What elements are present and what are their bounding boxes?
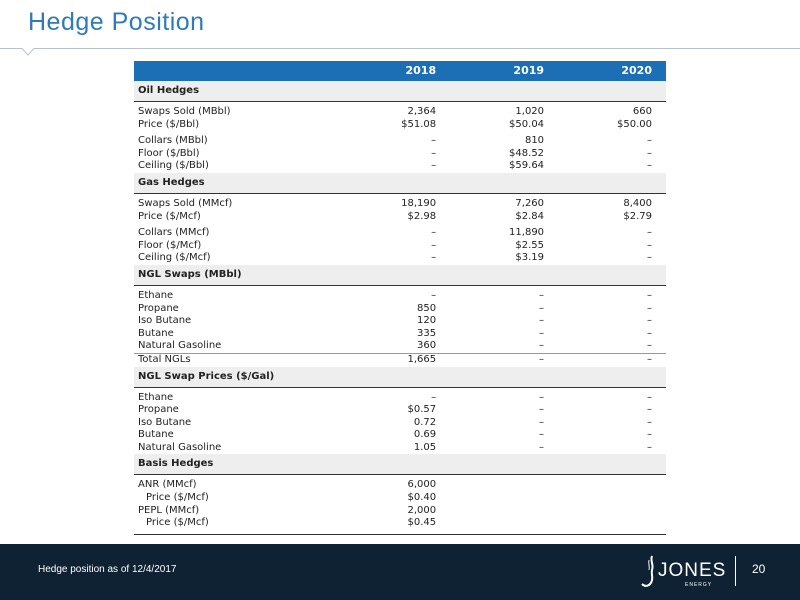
footer-bar bbox=[0, 544, 800, 600]
row-value: – bbox=[539, 391, 545, 403]
section-title: NGL Swaps (MBbl) bbox=[134, 265, 666, 286]
row-value: – bbox=[647, 302, 652, 314]
total-row bbox=[134, 353, 666, 366]
row-label: Floor ($/Mcf) bbox=[138, 239, 202, 251]
row-value bbox=[558, 492, 666, 505]
row-value: – bbox=[539, 416, 545, 428]
row-value: – bbox=[647, 289, 652, 301]
row-value: – bbox=[539, 404, 545, 416]
row-value: – bbox=[647, 239, 652, 251]
section-header-row bbox=[134, 81, 666, 102]
logo-subtext: ENERGY bbox=[685, 582, 713, 588]
row-value: – bbox=[539, 327, 545, 339]
total-label: Total NGLs bbox=[134, 353, 342, 366]
row-label: Ethane bbox=[138, 391, 174, 403]
row-label: Natural Gasoline bbox=[138, 441, 222, 453]
table-row bbox=[134, 240, 666, 253]
row-label: Iso Butane bbox=[138, 416, 192, 428]
row-value: – bbox=[647, 160, 652, 172]
row-label: Price ($/Bbl) bbox=[138, 118, 200, 130]
hedge-table bbox=[134, 61, 666, 535]
row-value: – bbox=[431, 289, 437, 301]
row-label: PEPL (MMcf) bbox=[138, 504, 200, 516]
section-title: Basis Hedges bbox=[134, 454, 666, 475]
row-value: – bbox=[647, 135, 652, 147]
row-label: Price ($/Mcf) bbox=[146, 492, 209, 504]
row-label: Ethane bbox=[138, 289, 174, 301]
row-value: – bbox=[431, 227, 437, 239]
row-value: $50.04 bbox=[509, 118, 545, 130]
footer-note: Hedge position as of 12/4/2017 bbox=[38, 564, 177, 575]
row-value: 335 bbox=[417, 327, 437, 339]
row-label: Propane bbox=[138, 404, 179, 416]
row-value: 7,260 bbox=[515, 197, 545, 209]
row-value: $51.08 bbox=[401, 118, 437, 130]
row-value: – bbox=[647, 147, 652, 159]
company-logo bbox=[640, 552, 730, 592]
row-value: 660 bbox=[632, 106, 652, 117]
table-row bbox=[134, 505, 666, 518]
row-label: Swaps Sold (MMcf) bbox=[138, 197, 233, 209]
row-value: 810 bbox=[524, 135, 545, 147]
row-value: – bbox=[647, 404, 652, 416]
row-value: 11,890 bbox=[509, 227, 545, 239]
page-title: Hedge Position bbox=[28, 8, 205, 36]
row-value: $50.00 bbox=[617, 118, 652, 130]
year-header: 2019 bbox=[450, 61, 558, 81]
row-value: 6,000 bbox=[407, 479, 437, 491]
row-value: 120 bbox=[417, 315, 437, 327]
table-row bbox=[134, 517, 666, 530]
row-label: Swaps Sold (MBbl) bbox=[138, 106, 231, 117]
table-row bbox=[134, 392, 666, 405]
row-value: $0.45 bbox=[407, 517, 437, 529]
section-header-row bbox=[134, 173, 666, 194]
row-value: 1.05 bbox=[413, 441, 437, 453]
table-header-row bbox=[134, 61, 666, 81]
row-value: – bbox=[539, 315, 545, 327]
row-value: $2.84 bbox=[515, 210, 545, 222]
table-row bbox=[134, 429, 666, 442]
table-row bbox=[134, 198, 666, 211]
page-number: 20 bbox=[752, 562, 766, 576]
row-value: – bbox=[647, 227, 652, 239]
row-value: $59.64 bbox=[509, 160, 545, 172]
row-value: – bbox=[431, 160, 437, 172]
row-value: – bbox=[647, 441, 652, 453]
row-value: – bbox=[647, 391, 652, 403]
table-row bbox=[134, 328, 666, 341]
row-label: Collars (MBbl) bbox=[138, 135, 208, 147]
row-value: $2.55 bbox=[515, 239, 545, 251]
row-value: – bbox=[539, 302, 545, 314]
row-label: Ceiling ($/Mcf) bbox=[138, 252, 211, 264]
total-value: – bbox=[558, 353, 666, 366]
row-value: 0.69 bbox=[413, 429, 437, 441]
row-label: Floor ($/Bbl) bbox=[138, 147, 200, 159]
row-label: Price ($/Mcf) bbox=[146, 517, 209, 529]
row-value: – bbox=[431, 147, 437, 159]
row-value: 8,400 bbox=[623, 197, 652, 209]
row-label: Butane bbox=[138, 327, 174, 339]
row-label: Butane bbox=[138, 429, 174, 441]
table-row bbox=[134, 340, 666, 353]
section-header-row bbox=[134, 265, 666, 286]
table-row bbox=[134, 492, 666, 505]
row-value: – bbox=[647, 327, 652, 339]
row-label: Price ($/Mcf) bbox=[138, 210, 201, 222]
year-header: 2018 bbox=[342, 61, 450, 81]
table-row bbox=[134, 106, 666, 119]
table-row bbox=[134, 119, 666, 132]
row-value: – bbox=[647, 429, 652, 441]
table-row bbox=[134, 135, 666, 148]
row-value: $2.98 bbox=[407, 210, 437, 222]
row-label: ANR (MMcf) bbox=[138, 479, 197, 491]
row-value: – bbox=[539, 429, 545, 441]
row-value: $2.79 bbox=[623, 210, 652, 222]
row-value bbox=[558, 517, 666, 530]
row-value: 2,364 bbox=[407, 106, 437, 117]
row-value bbox=[450, 505, 558, 518]
row-label: Collars (MMcf) bbox=[138, 227, 210, 239]
row-value bbox=[558, 479, 666, 492]
row-value bbox=[450, 492, 558, 505]
row-value: 850 bbox=[417, 302, 437, 314]
total-value: 1,665 bbox=[342, 353, 450, 366]
title-divider bbox=[0, 48, 800, 58]
total-value: – bbox=[450, 353, 558, 366]
row-value: 2,000 bbox=[407, 504, 437, 516]
row-value: – bbox=[431, 252, 437, 264]
table-row bbox=[134, 290, 666, 303]
table-row bbox=[134, 303, 666, 316]
table-row bbox=[134, 442, 666, 455]
row-value: 1,020 bbox=[515, 106, 545, 117]
section-title: Oil Hedges bbox=[134, 81, 666, 102]
row-value: 0.72 bbox=[413, 416, 437, 428]
table-end-row bbox=[134, 530, 666, 535]
table-row bbox=[134, 479, 666, 492]
row-value: – bbox=[431, 391, 437, 403]
table-row bbox=[134, 417, 666, 430]
footer-divider bbox=[735, 556, 736, 586]
table-row bbox=[134, 404, 666, 417]
table-row bbox=[134, 211, 666, 224]
table-row bbox=[134, 315, 666, 328]
year-header: 2020 bbox=[558, 61, 666, 81]
row-value: 18,190 bbox=[401, 197, 437, 209]
row-value bbox=[450, 479, 558, 492]
table-end-cell bbox=[134, 530, 666, 535]
header-label-cell bbox=[134, 61, 342, 81]
section-header-row bbox=[134, 454, 666, 475]
table-row bbox=[134, 148, 666, 161]
row-value: 360 bbox=[417, 340, 437, 352]
row-value: – bbox=[647, 315, 652, 327]
logo-wordmark: JONES bbox=[658, 560, 727, 581]
row-value: – bbox=[539, 441, 545, 453]
row-label: Iso Butane bbox=[138, 315, 192, 327]
row-value: – bbox=[647, 252, 652, 264]
table-row bbox=[134, 227, 666, 240]
table-row bbox=[134, 252, 666, 265]
row-value: – bbox=[539, 289, 545, 301]
row-value: – bbox=[539, 340, 545, 352]
row-value: $0.57 bbox=[407, 404, 437, 416]
row-value: – bbox=[431, 135, 437, 147]
table-row bbox=[134, 160, 666, 173]
row-value bbox=[558, 505, 666, 518]
section-title: Gas Hedges bbox=[134, 173, 666, 194]
section-header-row bbox=[134, 367, 666, 388]
row-value bbox=[450, 517, 558, 530]
row-label: Natural Gasoline bbox=[138, 340, 222, 352]
row-value: – bbox=[647, 416, 652, 428]
row-label: Ceiling ($/Bbl) bbox=[138, 160, 209, 172]
jones-energy-logo-mark-icon bbox=[640, 554, 658, 595]
section-title: NGL Swap Prices ($/Gal) bbox=[134, 367, 666, 388]
row-value: $48.52 bbox=[509, 147, 545, 159]
row-value: – bbox=[431, 239, 437, 251]
row-label: Propane bbox=[138, 302, 179, 314]
row-value: $3.19 bbox=[515, 252, 545, 264]
row-value: – bbox=[647, 340, 652, 352]
row-value: $0.40 bbox=[407, 492, 437, 504]
